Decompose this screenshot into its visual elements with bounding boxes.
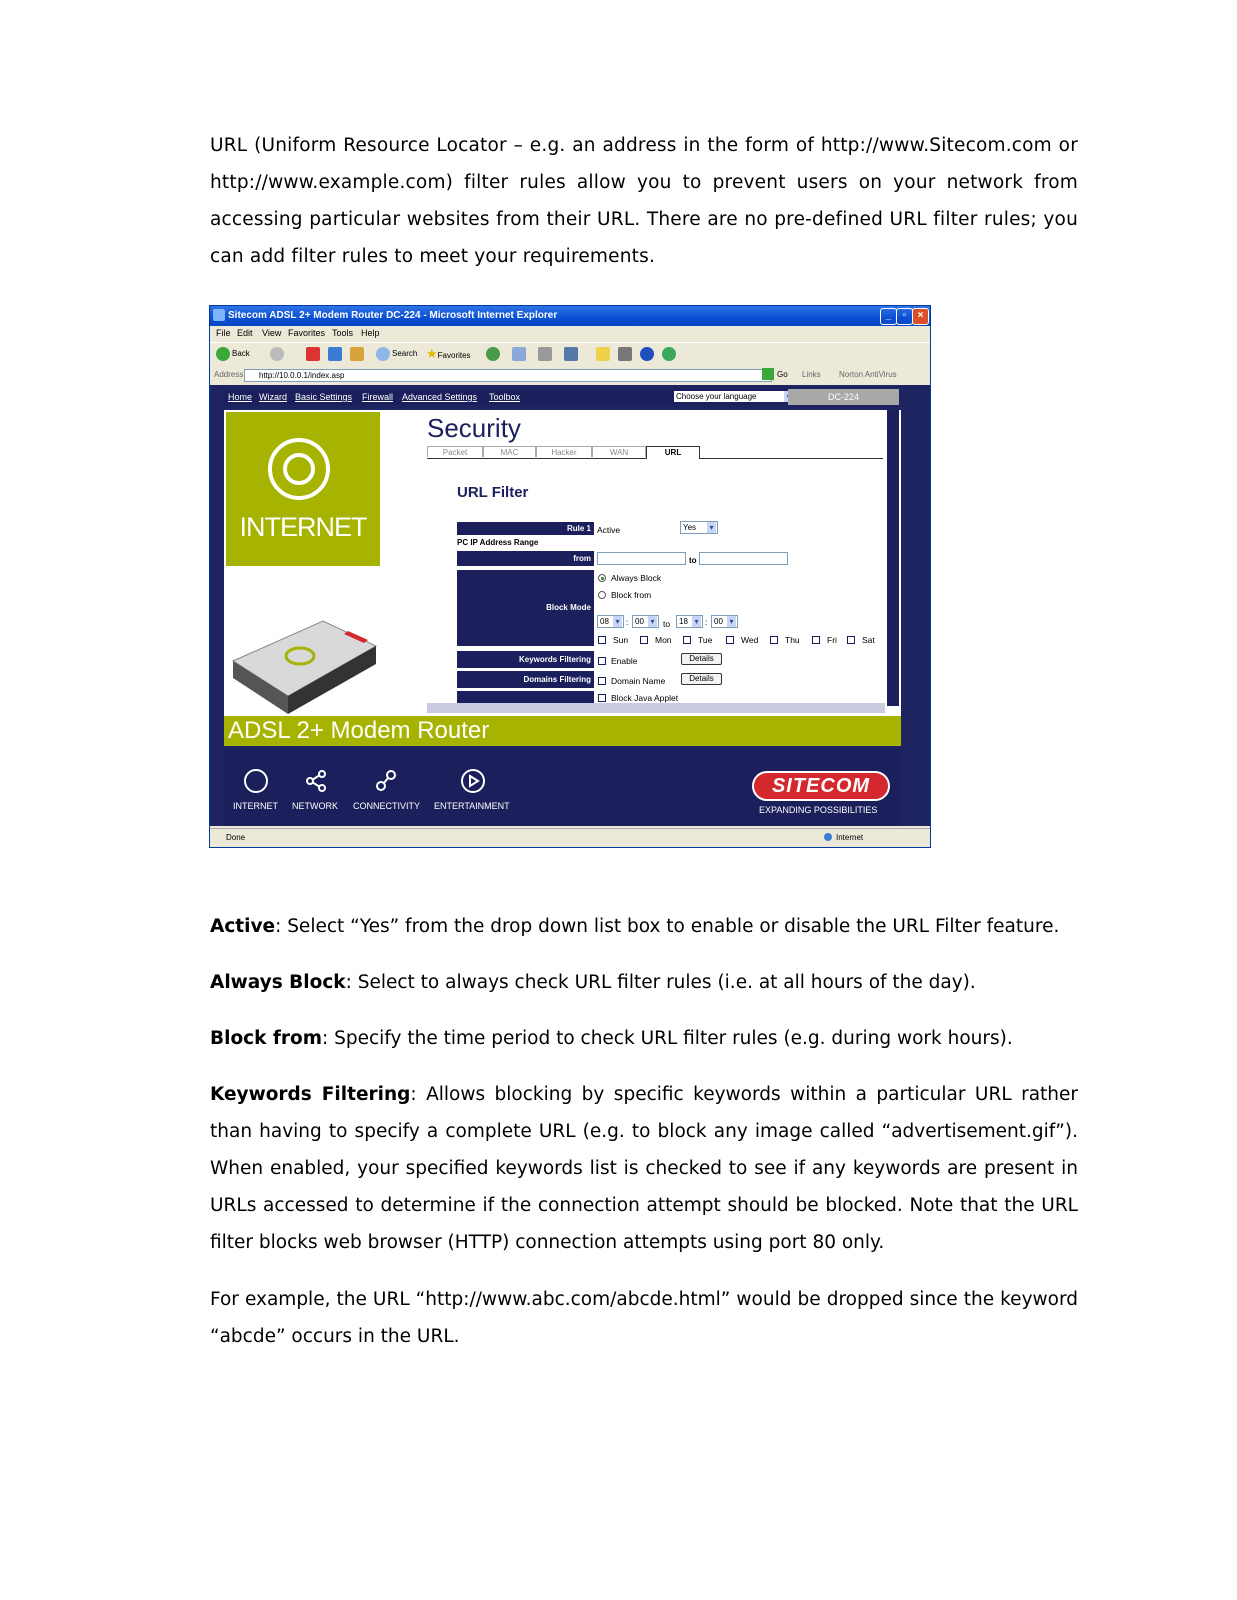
from-ip-input[interactable] xyxy=(597,552,686,565)
history-button[interactable] xyxy=(486,347,502,361)
block-from-radio[interactable] xyxy=(598,591,606,599)
stop-icon xyxy=(306,347,320,361)
notes-icon xyxy=(596,347,610,361)
end-minute-select[interactable]: 00 ▾ xyxy=(711,615,738,628)
menu-tools[interactable]: Tools xyxy=(332,328,354,338)
day-tue-label: Tue xyxy=(698,635,713,645)
day-wed-checkbox[interactable] xyxy=(726,636,734,644)
sitecom-logo: SITECOM xyxy=(752,771,890,801)
menu-file[interactable]: File xyxy=(216,328,231,338)
nav-advanced-settings[interactable]: Advanced Settings xyxy=(402,392,478,402)
edit-icon xyxy=(564,347,578,361)
term-always-block: Always Block xyxy=(210,972,346,993)
term-block-from: Block from xyxy=(210,1028,323,1049)
always-block-radio[interactable] xyxy=(598,574,606,582)
slogan: EXPANDING POSSIBILITIES xyxy=(759,805,878,815)
menu-help[interactable]: Help xyxy=(361,328,380,338)
ie-icon xyxy=(213,309,225,321)
window-titlebar xyxy=(210,306,930,326)
print-button[interactable] xyxy=(538,347,554,361)
day-wed-label: Wed xyxy=(741,635,759,645)
term-active: Active xyxy=(210,916,276,937)
back-arrow-icon xyxy=(216,347,230,361)
advanced-filter-label xyxy=(457,691,594,703)
tab-packet[interactable]: Packet xyxy=(427,446,483,457)
search-icon xyxy=(376,347,390,361)
security-tabs xyxy=(427,446,883,459)
close-icon[interactable]: × xyxy=(912,308,929,325)
window-title: Sitecom ADSL 2+ Modem Router DC-224 - Microsoft Internet Explorer xyxy=(228,310,558,321)
router-page xyxy=(210,385,930,826)
research-icon xyxy=(618,347,632,361)
norton-button[interactable]: Norton AntiVirus xyxy=(839,370,897,379)
internet-tile xyxy=(226,412,380,566)
tab-hacker[interactable]: Hacker xyxy=(536,446,592,457)
desc-always-block-text: : Select to always check URL filter rules (i.e. at all hours of the day). xyxy=(345,972,976,993)
domains-details-button[interactable]: Details xyxy=(681,673,722,685)
toolbar xyxy=(210,342,930,365)
desc-active-text: : Select “Yes” from the drop down list box to enable or disable the URL Filter feature. xyxy=(275,916,1060,937)
edit-button[interactable] xyxy=(564,347,580,361)
security-panel xyxy=(224,410,901,716)
block-from-label: Block from xyxy=(611,590,652,600)
intro-paragraph: URL (Uniform Resource Locator – e.g. an address in the form of http://www.Sitecom.com or http://www.example.com) filter rules allow you to prevent users on your network from accessing particular websites from their URL. There are no pre-defined URL filter rules; you can add filter rules to meet your requirements. xyxy=(210,135,1078,267)
router-nav xyxy=(224,389,786,405)
mail-button[interactable] xyxy=(512,347,528,361)
day-fri-checkbox[interactable] xyxy=(812,636,820,644)
router-footer xyxy=(224,749,901,826)
forward-button[interactable] xyxy=(270,347,286,361)
refresh-icon xyxy=(328,347,342,361)
time-colon-1: : xyxy=(626,617,629,627)
tab-url[interactable]: URL xyxy=(646,446,700,459)
desc-active xyxy=(210,908,1078,945)
nav-firewall[interactable]: Firewall xyxy=(362,392,394,402)
go-button[interactable]: Go xyxy=(777,370,788,379)
keywords-enable-label: Enable xyxy=(611,656,638,666)
rule-label: Rule 1 xyxy=(457,522,594,535)
status-text: Done xyxy=(226,833,246,842)
domain-name-label: Domain Name xyxy=(611,676,666,686)
language-select[interactable]: Choose your language ▾ xyxy=(674,391,794,402)
entertainment-footer-icon[interactable] xyxy=(461,769,485,793)
star-icon: ★ xyxy=(426,346,438,361)
day-thu-checkbox[interactable] xyxy=(770,636,778,644)
tab-mac[interactable]: MAC xyxy=(483,446,536,457)
internet-tile-label: INTERNET xyxy=(239,512,367,542)
desc-always-block xyxy=(210,964,1078,1001)
internet-icon xyxy=(268,438,330,500)
search-button[interactable]: Search xyxy=(376,347,417,361)
day-mon-label: Mon xyxy=(655,635,672,645)
stop-button[interactable] xyxy=(306,347,322,361)
print-icon xyxy=(538,347,552,361)
block-mode-label: Block Mode xyxy=(457,570,594,646)
maximize-icon[interactable]: ▫ xyxy=(896,308,913,325)
menu-view[interactable]: View xyxy=(262,328,282,338)
keywords-filtering-label: Keywords Filtering xyxy=(457,651,594,668)
zone-text: Internet xyxy=(836,833,864,842)
nav-wizard[interactable]: Wizard xyxy=(259,392,288,402)
bluetooth-icon xyxy=(640,347,654,361)
domain-name-checkbox[interactable] xyxy=(598,677,606,685)
start-minute-select[interactable]: 00 ▾ xyxy=(632,615,659,628)
menu-edit[interactable]: Edit xyxy=(237,328,253,338)
active-select[interactable]: Yes ▾ xyxy=(680,521,718,534)
menu-favorites[interactable]: Favorites xyxy=(288,328,326,338)
address-input[interactable]: http://10.0.0.1/index.asp xyxy=(244,369,772,382)
keywords-details-button[interactable]: Details xyxy=(681,653,722,665)
always-block-label: Always Block xyxy=(611,573,662,583)
router-device-image xyxy=(228,616,378,716)
ip-range-label: PC IP Address Range xyxy=(457,538,539,547)
window-scrollbar[interactable] xyxy=(916,385,930,826)
to-label: to xyxy=(689,556,697,565)
day-sat-checkbox[interactable] xyxy=(847,636,855,644)
day-sun-label: Sun xyxy=(613,635,629,645)
footer-entertainment[interactable]: ENTERTAINMENT xyxy=(434,801,510,811)
browser-screenshot xyxy=(209,305,931,848)
minimize-icon[interactable]: _ xyxy=(880,308,897,325)
active-label: Active xyxy=(597,525,621,535)
globe-icon xyxy=(824,833,832,841)
notes-button[interactable] xyxy=(596,347,612,361)
desc-keywords-filtering xyxy=(210,1076,1078,1261)
home-button[interactable] xyxy=(350,347,366,361)
address-label: Address xyxy=(214,370,244,379)
status-bar xyxy=(210,828,930,848)
connectivity-footer-icon[interactable] xyxy=(374,769,398,793)
day-sun-checkbox[interactable] xyxy=(598,636,606,644)
to-ip-input[interactable] xyxy=(699,552,788,565)
menu-bar xyxy=(210,326,930,341)
nav-basic-settings[interactable]: Basic Settings xyxy=(295,392,353,402)
from-label: from xyxy=(457,551,594,566)
time-colon-2: : xyxy=(705,617,708,627)
vertical-scrollbar[interactable] xyxy=(887,410,899,706)
end-hour-select[interactable]: 18 ▾ xyxy=(676,615,703,628)
network-footer-icon[interactable] xyxy=(304,769,328,793)
footer-internet[interactable]: INTERNET xyxy=(233,801,278,811)
day-fri-label: Fri xyxy=(827,635,837,645)
nav-toolbox[interactable]: Toolbox xyxy=(489,392,521,402)
start-hour-select[interactable]: 08 ▾ xyxy=(597,615,624,628)
example-paragraph: For example, the URL “http://www.abc.com/abcde.html” would be dropped since the keyword “abcde” occurs in the URL. xyxy=(210,1289,1078,1347)
day-thu-label: Thu xyxy=(785,635,800,645)
term-keywords-filtering: Keywords Filtering xyxy=(210,1084,411,1105)
time-to-label: to xyxy=(663,619,671,629)
internet-footer-icon[interactable] xyxy=(244,769,268,793)
favorites-button[interactable]: ★Favorites xyxy=(426,346,471,361)
home-icon xyxy=(350,347,364,361)
history-icon xyxy=(486,347,500,361)
nav-home[interactable]: Home xyxy=(228,392,253,402)
back-button[interactable]: Back xyxy=(216,347,250,361)
keywords-enable-checkbox[interactable] xyxy=(598,657,606,665)
links-button[interactable]: Links xyxy=(802,370,821,379)
bluetooth-button[interactable] xyxy=(640,347,656,361)
url-filter-title: URL Filter xyxy=(457,484,529,501)
desc-block-from xyxy=(210,1020,1078,1057)
desc-keywords-filtering-text: : Allows blocking by specific keywords within a particular URL rather than having to specify a complete URL (e.g. to block any image called “advertisement.gif”). When enabled, your specified keywords list is checked to see if any keywords are present in URLs accessed to determine if the connection attempt should be blocked. Note that the URL filter blocks web browser (HTTP) connection attempts using port 80 only. xyxy=(210,1084,1078,1253)
footer-connectivity[interactable]: CONNECTIVITY xyxy=(353,801,421,811)
block-java-checkbox[interactable] xyxy=(598,694,606,702)
horizontal-scrollbar[interactable] xyxy=(427,703,885,713)
forward-arrow-icon xyxy=(270,347,284,361)
day-mon-checkbox[interactable] xyxy=(640,636,648,644)
mail-icon xyxy=(512,347,526,361)
day-sat-label: Sat xyxy=(862,635,875,645)
research-button[interactable] xyxy=(618,347,634,361)
block-java-label: Block Java Applet xyxy=(611,693,679,703)
product-banner: ADSL 2+ Modem Router xyxy=(224,716,901,746)
domains-filtering-label: Domains Filtering xyxy=(457,671,594,688)
address-bar xyxy=(210,367,930,383)
model-badge: DC-224 xyxy=(788,389,899,405)
refresh-button[interactable] xyxy=(328,347,344,361)
day-tue-checkbox[interactable] xyxy=(683,636,691,644)
go-icon[interactable] xyxy=(762,368,774,380)
section-title: Security xyxy=(427,413,521,443)
tab-wan[interactable]: WAN xyxy=(592,446,646,457)
messenger-button[interactable] xyxy=(662,347,678,361)
desc-block-from-text: : Specify the time period to check URL filter rules (e.g. during work hours). xyxy=(322,1028,1013,1049)
messenger-icon xyxy=(662,347,676,361)
footer-network[interactable]: NETWORK xyxy=(292,801,338,811)
